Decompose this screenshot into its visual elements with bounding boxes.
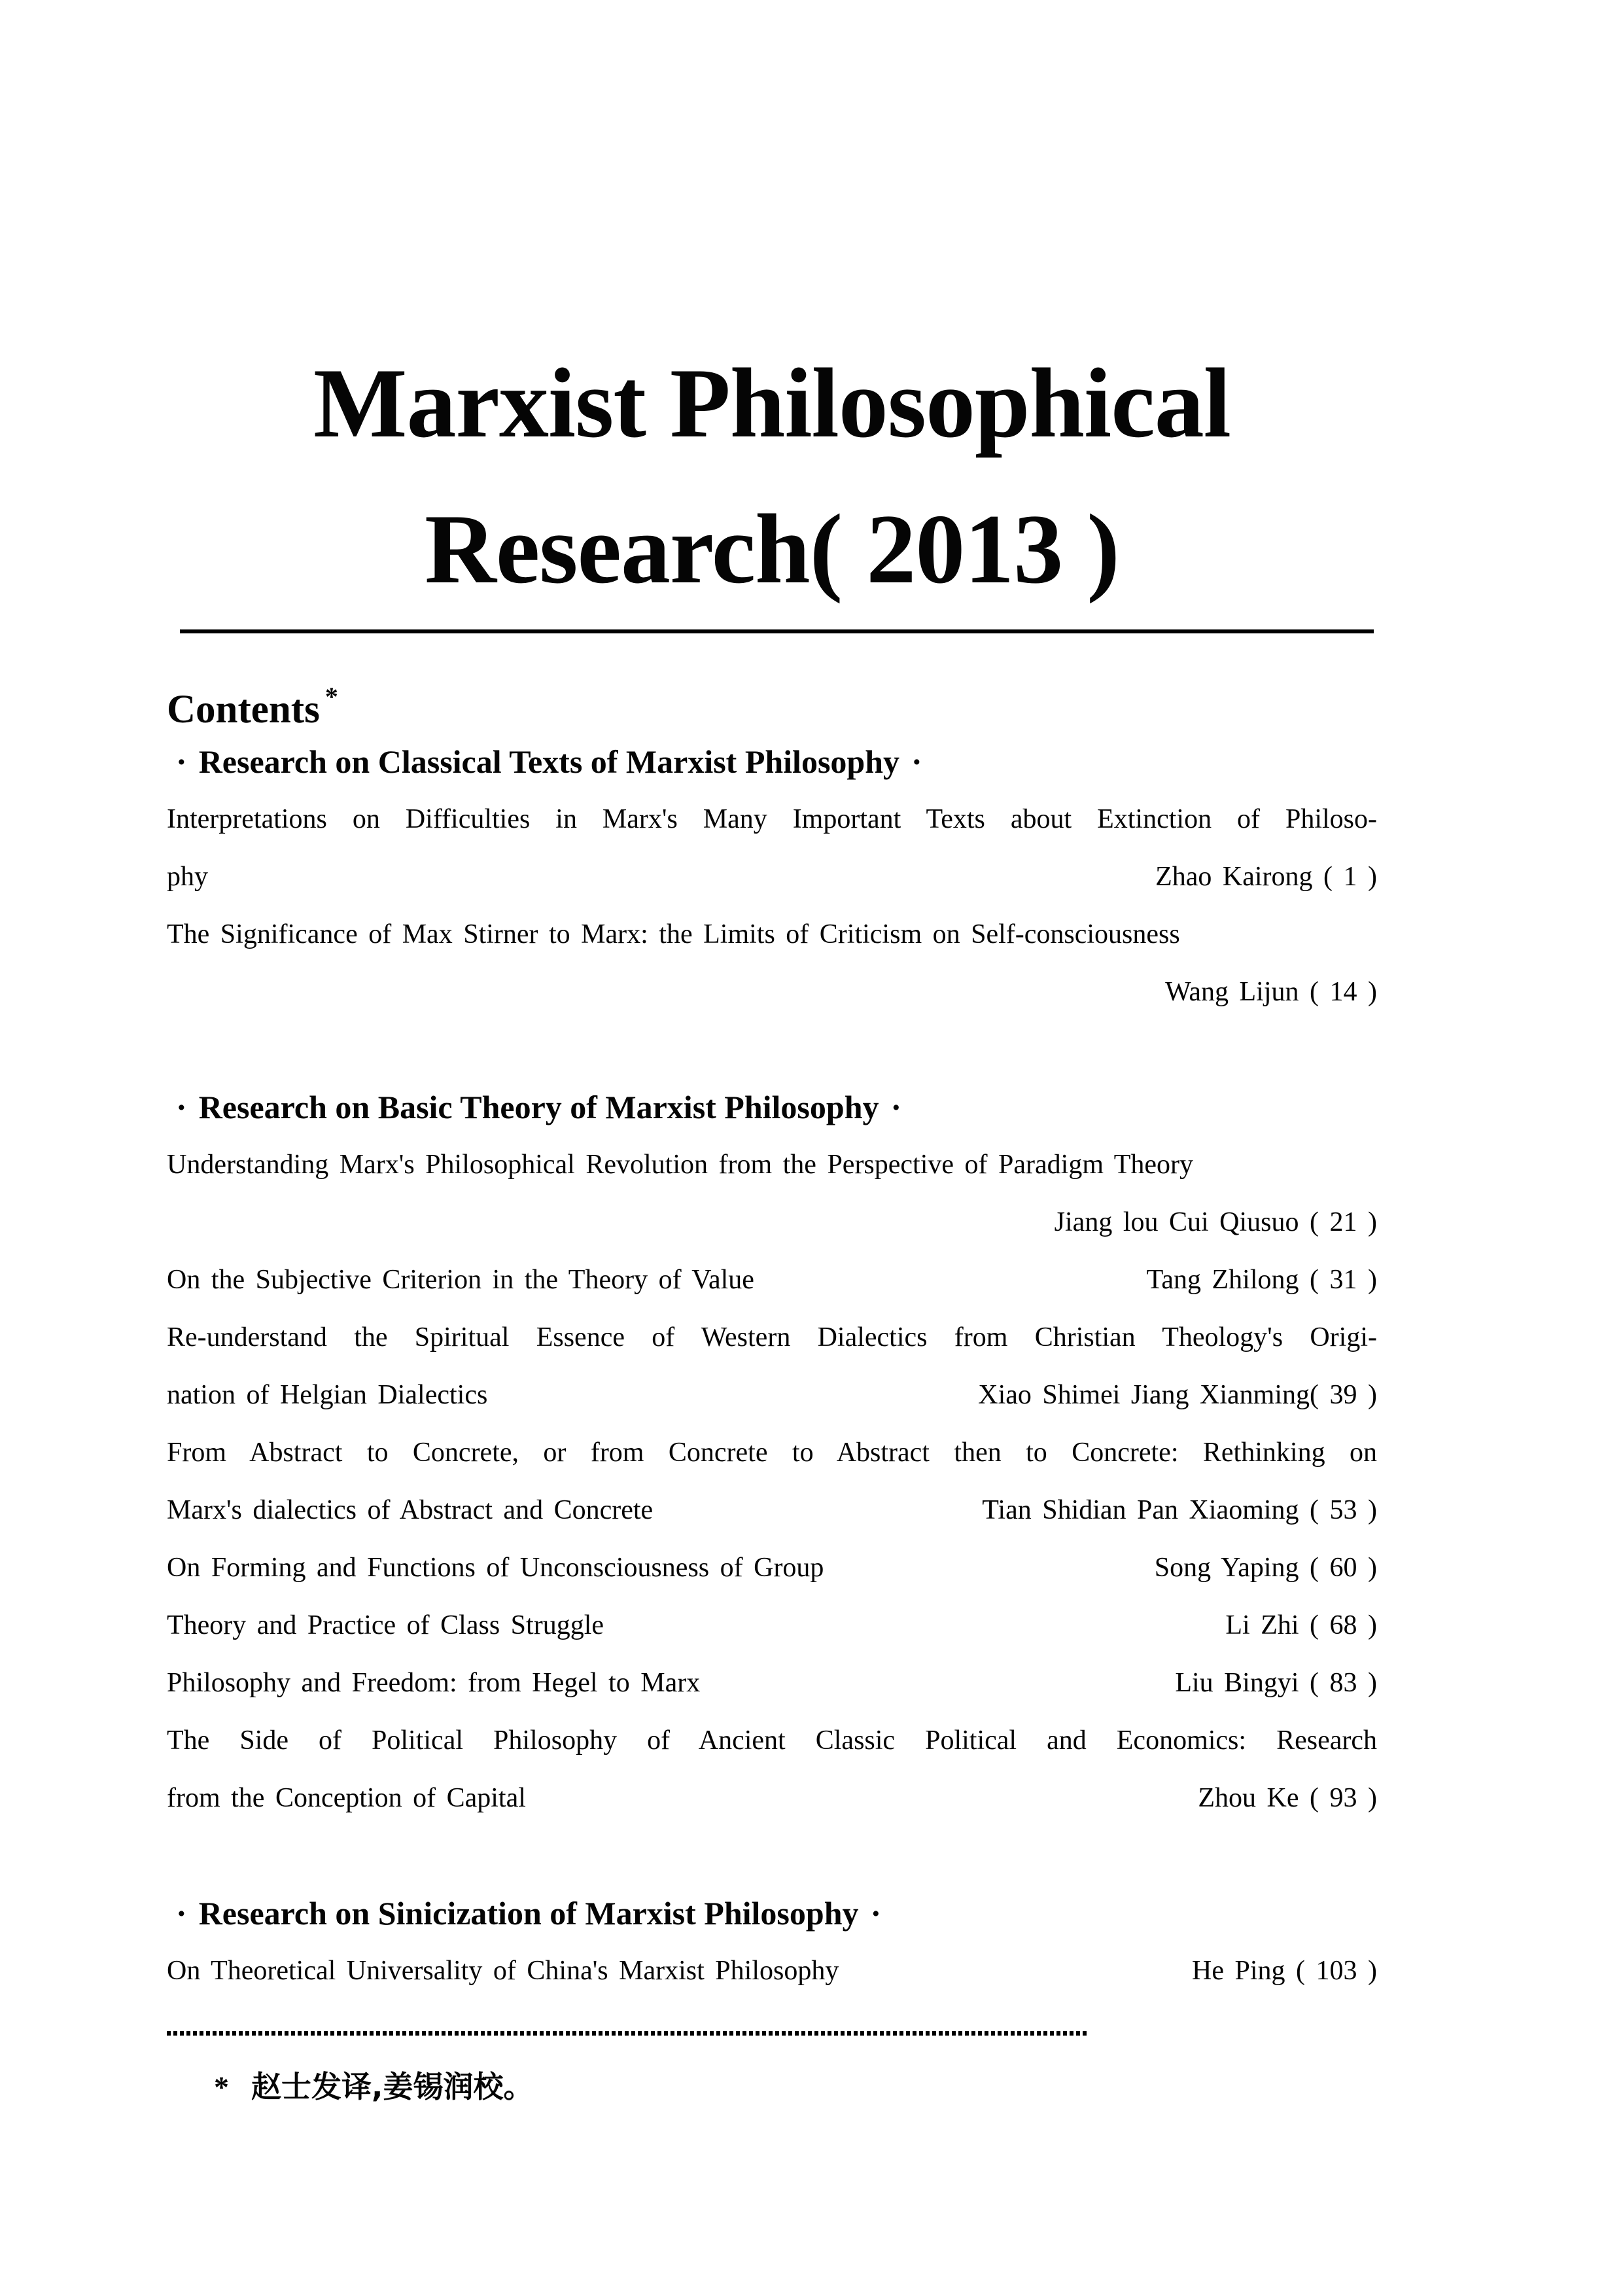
section-title: Research on Sinicization of Marxist Philosophy [198,1894,859,1932]
toc-line [167,1309,1377,1366]
contents-label: Contents [167,687,320,732]
toc-entry-author-page: Jiang lou Cui Qiusuo ( 21 ) [1054,1207,1377,1237]
bullet-icon: · [176,1894,187,1932]
footnote-marker: * [214,2070,229,2104]
section-title: Research on Classical Texts of Marxist Philosophy [198,743,900,780]
toc-line [167,1193,1377,1251]
section-title: Research on Basic Theory of Marxist Philosophy [198,1088,879,1125]
toc-entry-author-page: He Ping ( 103 ) [1192,1955,1377,1986]
footnote-text: 赵士发译,姜锡润校。 [251,2068,534,2104]
toc-entry-text: Philosophy and Freedom: from Hegel to Marx [167,1667,701,1698]
toc-line [167,790,1377,848]
toc-section-basic-theory [167,1078,1377,1827]
toc-entry-text: The Side of Political Philosophy of Ancient Classic Political and Economics: Research [167,1725,1377,1756]
toc-entry-author-page: Liu Bingyi ( 83 ) [1175,1667,1377,1698]
toc-entry-text: From Abstract to Concrete, or from Concrete to Abstract then to Concrete: Rethinking on [167,1437,1377,1468]
toc-entry-text: On Forming and Functions of Unconsciousness of Group [167,1552,824,1583]
book-title [167,0,1377,623]
section-header-classical-texts [167,733,1377,790]
toc-entry-text: from the Conception of Capital [167,1782,526,1813]
toc-line [167,1251,1377,1309]
toc-entry-author-page: Xiao Shimei Jiang Xianming( 39 ) [978,1379,1377,1410]
toc-entry-author-page: Zhou Ke ( 93 ) [1198,1782,1377,1813]
toc-line [167,1136,1377,1193]
bullet-icon: · [911,743,922,780]
toc-line [167,1424,1377,1481]
toc-entry-text: Re-understand the Spiritual Essence of Western Dialectics from Christian Theology's Origi- [167,1322,1377,1352]
toc-entry-text: The Significance of Max Stirner to Marx: the Limits of Criticism on Self-consciousness [167,919,1180,949]
section-header-basic-theory [167,1078,1377,1136]
toc-entry-text: On the Subjective Criterion in the Theory of Value [167,1264,754,1295]
toc-line [167,1366,1377,1424]
toc-line [167,1769,1377,1827]
bullet-icon: · [176,743,187,780]
toc-section-sinicization [167,1884,1377,2000]
toc-line [167,1712,1377,1769]
book-title-line2: Research( 2013 ) [425,494,1119,605]
bullet-icon: · [890,1088,902,1125]
toc-line [167,848,1377,906]
toc-entry-author-page: Tian Shidian Pan Xiaoming ( 53 ) [982,1494,1377,1525]
toc-entry-text: Interpretations on Difficulties in Marx's Many Important Texts about Extinction of Philoso- [167,804,1377,834]
toc-entry-text: On Theoretical Universality of China's Marxist Philosophy [167,1955,839,1986]
toc-line [167,1654,1377,1712]
bullet-icon: · [870,1894,882,1932]
toc-section-classical-texts [167,733,1377,1021]
toc-line [167,1539,1377,1597]
page-content [167,0,1377,2106]
book-title-line1: Marxist Philosophical [313,348,1230,458]
toc-entry-text: Theory and Practice of Class Struggle [167,1610,604,1640]
toc-entry-author-page: Tang Zhilong ( 31 ) [1146,1264,1377,1295]
toc-entry-author-page: Li Zhi ( 68 ) [1225,1610,1377,1640]
toc-entry-text: Marx's dialectics of Abstract and Concrete [167,1494,654,1525]
section-header-sinicization [167,1884,1377,1942]
toc-line [167,1481,1377,1539]
contents-footnote-marker: * [324,681,338,711]
toc-entry-text: phy [167,861,208,892]
contents-heading [167,681,1377,733]
toc-line [167,963,1377,1021]
title-underline-rule [180,629,1374,633]
footnote-separator-dotted-line [167,2031,1088,2036]
toc-line [167,1942,1377,2000]
toc-entry-author-page: Zhao Kairong ( 1 ) [1155,861,1377,892]
toc-line [167,1597,1377,1654]
toc-entry-author-page: Song Yaping ( 60 ) [1154,1552,1377,1583]
toc-line [167,906,1377,963]
toc-entry-text: Understanding Marx's Philosophical Revolution from the Perspective of Paradigm Theory [167,1149,1194,1180]
translator-footnote [167,2063,1377,2106]
toc-entry-text: nation of Helgian Dialectics [167,1379,488,1410]
toc-entry-author-page: Wang Lijun ( 14 ) [1165,976,1377,1007]
bullet-icon: · [176,1088,187,1125]
